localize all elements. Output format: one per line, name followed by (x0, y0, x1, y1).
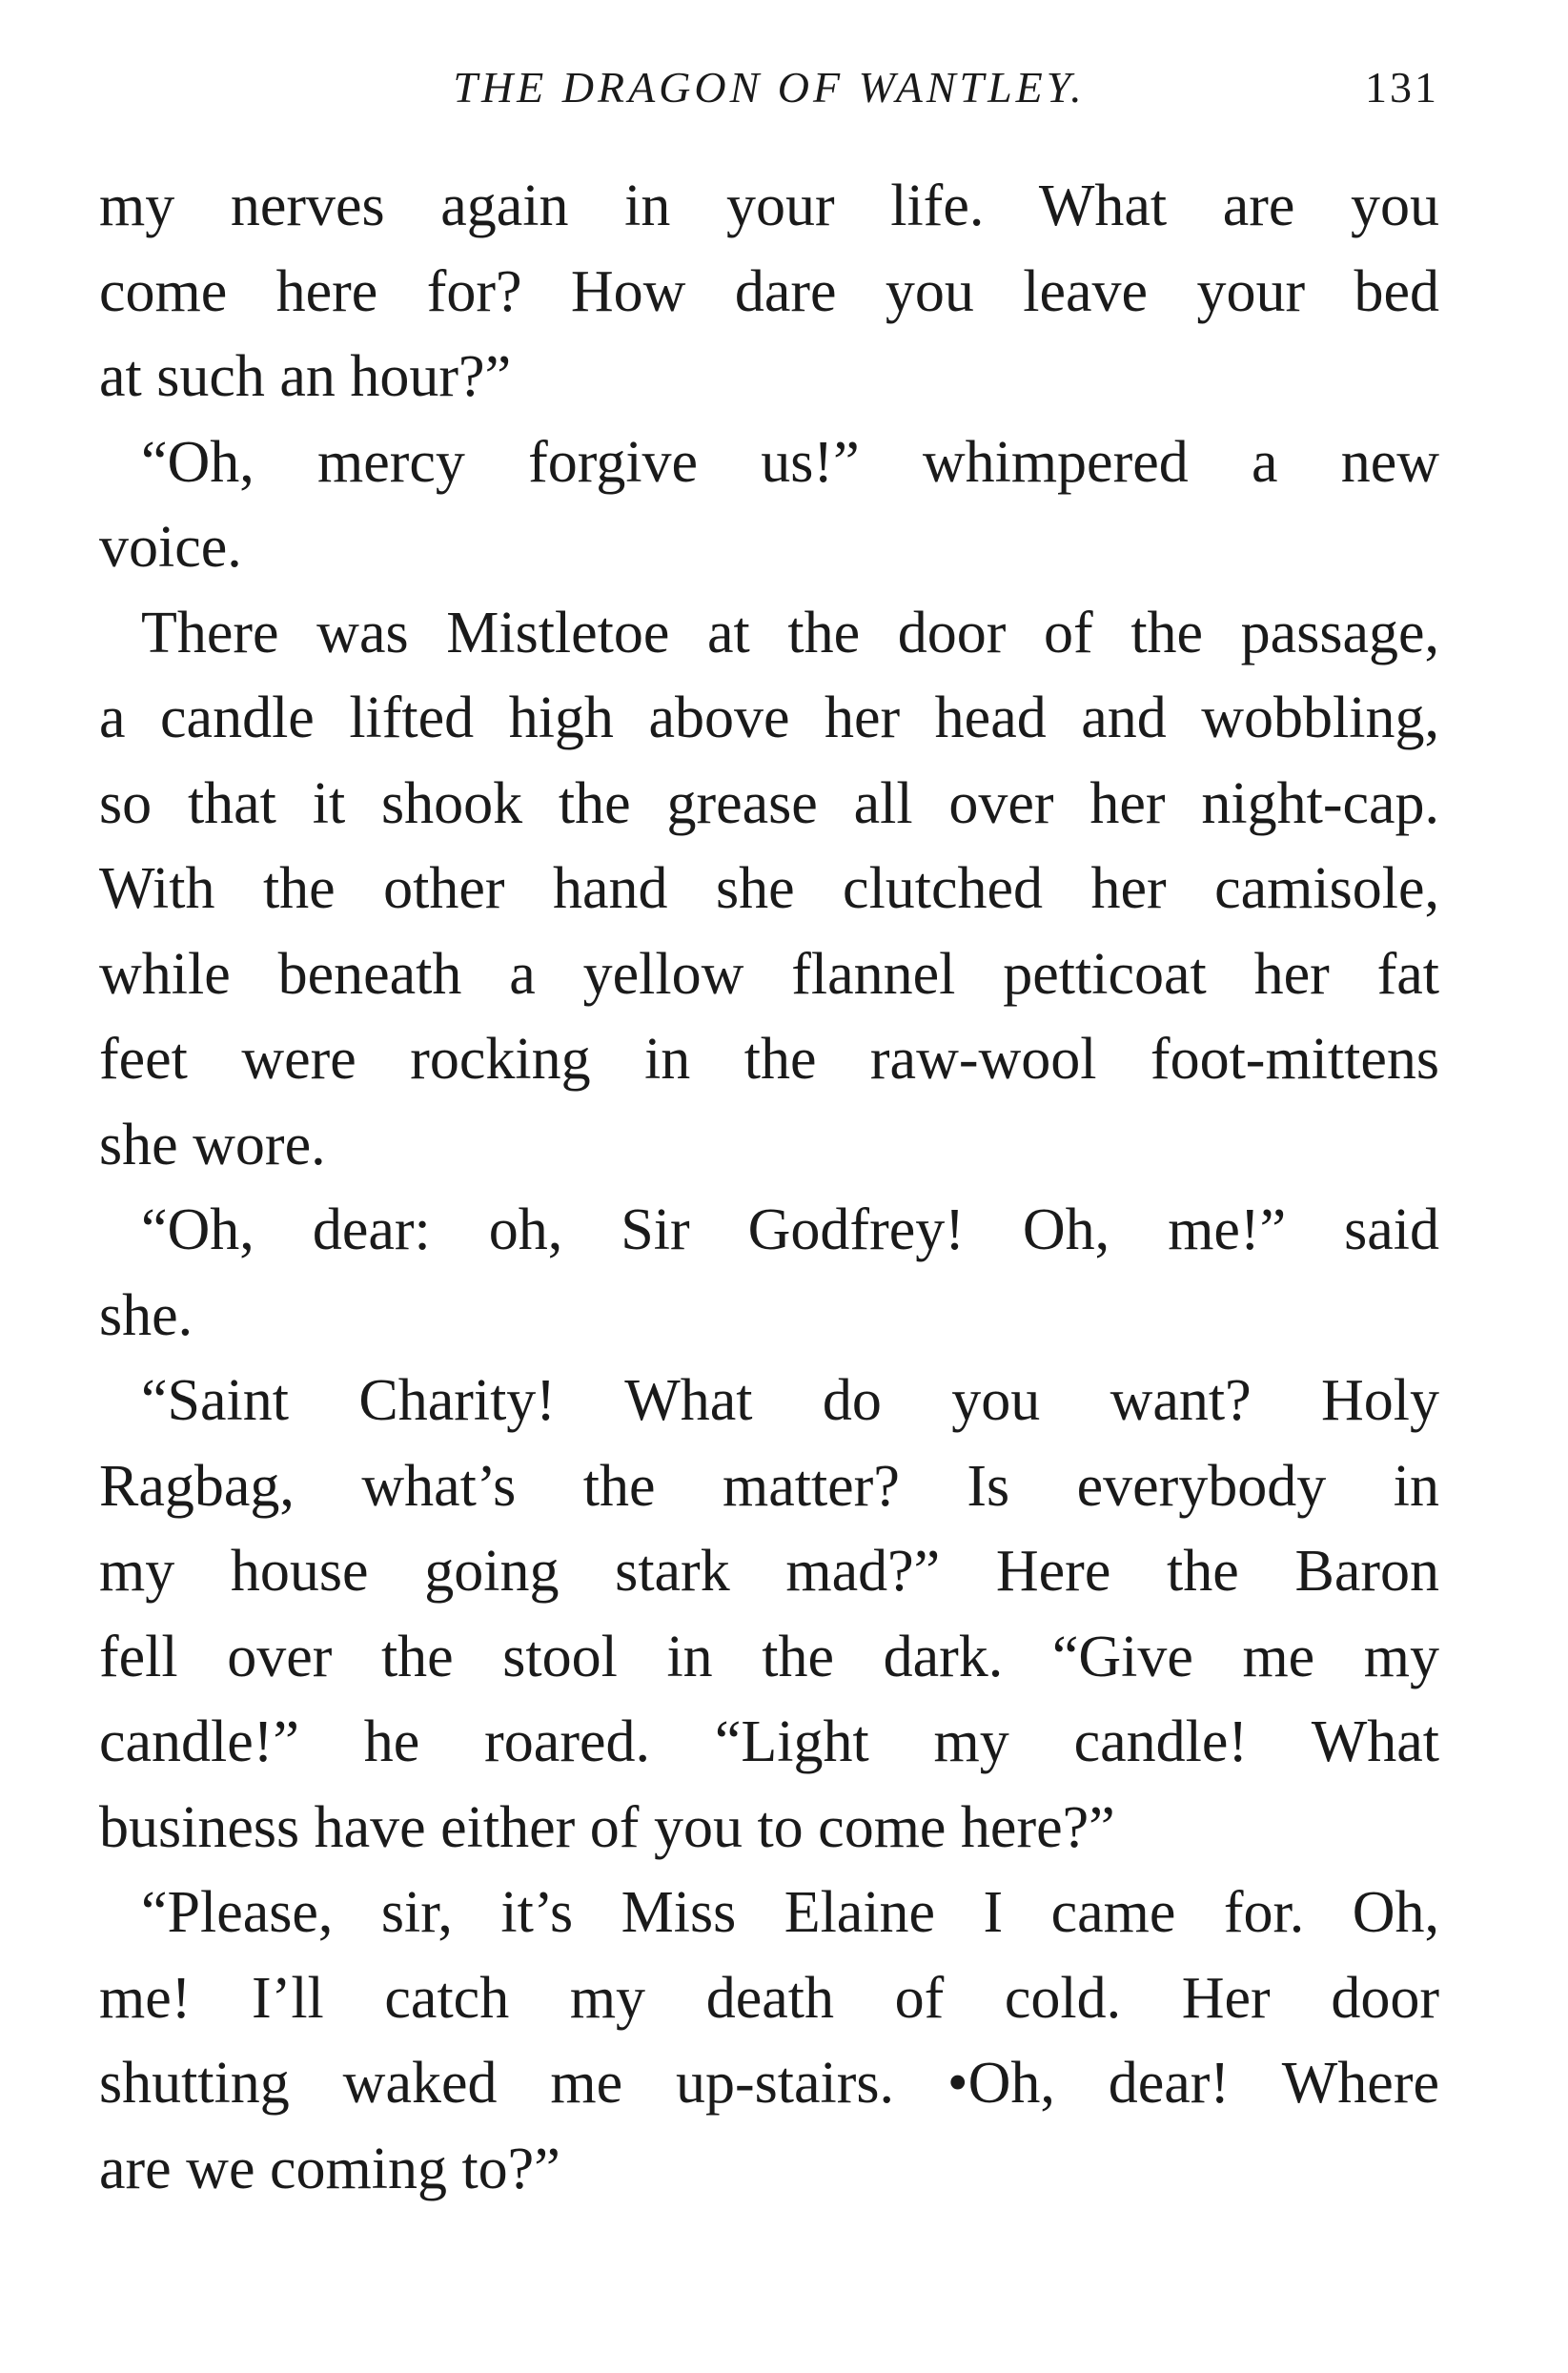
text-line: business have either of you to come here?” (99, 1794, 1115, 1860)
text-line: shutting waked me up-stairs. •Oh, dear! Where (99, 2051, 1439, 2116)
text-line: me! I’ll catch my death of cold. Her door (99, 1965, 1439, 2031)
text-line: my nerves again in your life. What are you (99, 174, 1439, 238)
body-text (99, 164, 1439, 2212)
text-line: “Saint Charity! What do you want? Holy (141, 1368, 1439, 1433)
text-line: my house going stark mad?” Here the Baron (99, 1539, 1439, 1604)
text-line: candle!” he roared. “Light my candle! What (99, 1709, 1439, 1774)
text-line: With the other hand she clutched her camisole, (99, 856, 1439, 921)
text-line: she. (99, 1282, 193, 1348)
text-line: a candle lifted high above her head and wobbling, (99, 685, 1439, 750)
running-title: THE DRAGON OF WANTLEY. (453, 63, 1086, 112)
text-line: at such an hour?” (99, 344, 512, 409)
text-line: feet were rocking in the raw-wool foot-mittens (99, 1027, 1439, 1092)
text-line: come here for? How dare you leave your bed (99, 258, 1439, 324)
page-number: 131 (1365, 63, 1439, 112)
text-line: are we coming to?” (99, 2136, 560, 2201)
text-line: There was Mistletoe at the door of the passage, (141, 600, 1439, 665)
text-line: so that it shook the grease all over her night-cap. (99, 770, 1439, 836)
text-line: “Please, sir, it’s Miss Elaine I came for. Oh, (141, 1880, 1439, 1945)
running-head (99, 59, 1439, 116)
text-line: Ragbag, what’s the matter? Is everybody in (99, 1453, 1439, 1519)
text-line: while beneath a yellow flannel petticoat her fat (99, 941, 1439, 1007)
text-line: fell over the stool in the dark. “Give me my (99, 1624, 1439, 1689)
text-line: “Oh, dear: oh, Sir Godfrey! Oh, me!” said (141, 1197, 1439, 1262)
text-line: “Oh, mercy forgive us!” whimpered a new (141, 429, 1439, 495)
text-line: voice. (99, 515, 242, 580)
text-line: she wore. (99, 1112, 326, 1177)
